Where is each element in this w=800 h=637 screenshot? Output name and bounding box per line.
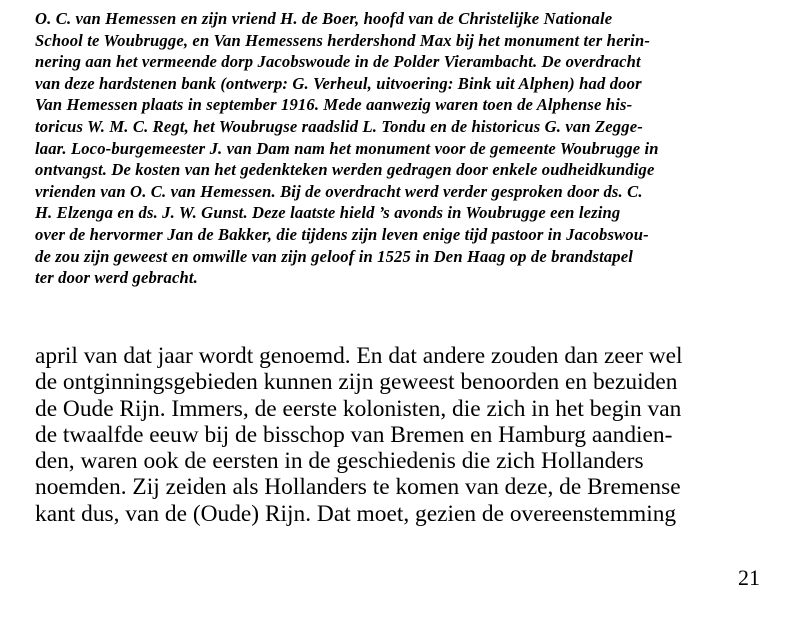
body-line: april van dat jaar wordt genoemd. En dat andere zouden dan zeer wel [35, 343, 683, 369]
caption-line: laar. Loco-burgemeester J. van Dam nam het monument voor de gemeente Woubrugge in [35, 138, 659, 158]
page-number: 21 [738, 565, 760, 590]
caption-line: van deze hardstenen bank (ontwerp: G. Verheul, uitvoering: Bink uit Alphen) had door [35, 73, 642, 93]
caption-line: ter door werd gebracht. [35, 268, 198, 288]
caption-line: vrienden van O. C. van Hemessen. Bij de overdracht werd verder gesproken door ds. C. [35, 181, 643, 201]
body-line: den, waren ook de eersten in de geschiedenis die zich Hollanders [35, 448, 644, 475]
body-line: noemden. Zij zeiden als Hollanders te komen van deze, de Bremense [35, 474, 681, 501]
body-line: de Oude Rijn. Immers, de eerste kolonisten, die zich in het begin van [35, 395, 682, 422]
caption-line: ontvangst. De kosten van het gedenkteken werden gedragen door enkele oudheidkundige [35, 160, 655, 180]
body-line: kant dus, van de (Oude) Rijn. Dat moet, gezien de overeenstemming [35, 500, 677, 527]
body-line: de ontginningsgebieden kunnen zijn geweest benoorden en bezuiden [35, 369, 678, 396]
caption-line: O. C. van Hemessen en zijn vriend H. de Boer, hoofd van de Christelijke Nationale [35, 9, 613, 28]
body-paragraph [35, 343, 775, 527]
caption-line: de zou zijn geweest en omwille van zijn geloof in 1525 in Den Haag op de brandstapel [35, 246, 634, 266]
caption-line: nering aan het vermeende dorp Jacobswoude in de Polder Vierambacht. De overdracht [35, 52, 641, 72]
body-line: de twaalfde eeuw bij de bisschop van Bremen en Hamburg aandien- [35, 421, 673, 448]
caption-line: over de hervormer Jan de Bakker, die tijdens zijn leven enige tijd pastoor in Jacobswou- [35, 224, 649, 244]
caption-line: Van Hemessen plaats in september 1916. Mede aanwezig waren toen de Alphense his- [35, 95, 633, 115]
caption-line: toricus W. M. C. Regt, het Woubrugse raadslid L. Tondu en de historicus G. van Zegge- [35, 116, 643, 136]
caption-line: H. Elzenga en ds. J. W. Gunst. Deze laatste hield ’s avonds in Woubrugge een lezing [35, 203, 621, 223]
photo-caption [35, 8, 775, 289]
caption-line: School te Woubrugge, en Van Hemessens herdershond Max bij het monument ter herin- [35, 30, 651, 50]
